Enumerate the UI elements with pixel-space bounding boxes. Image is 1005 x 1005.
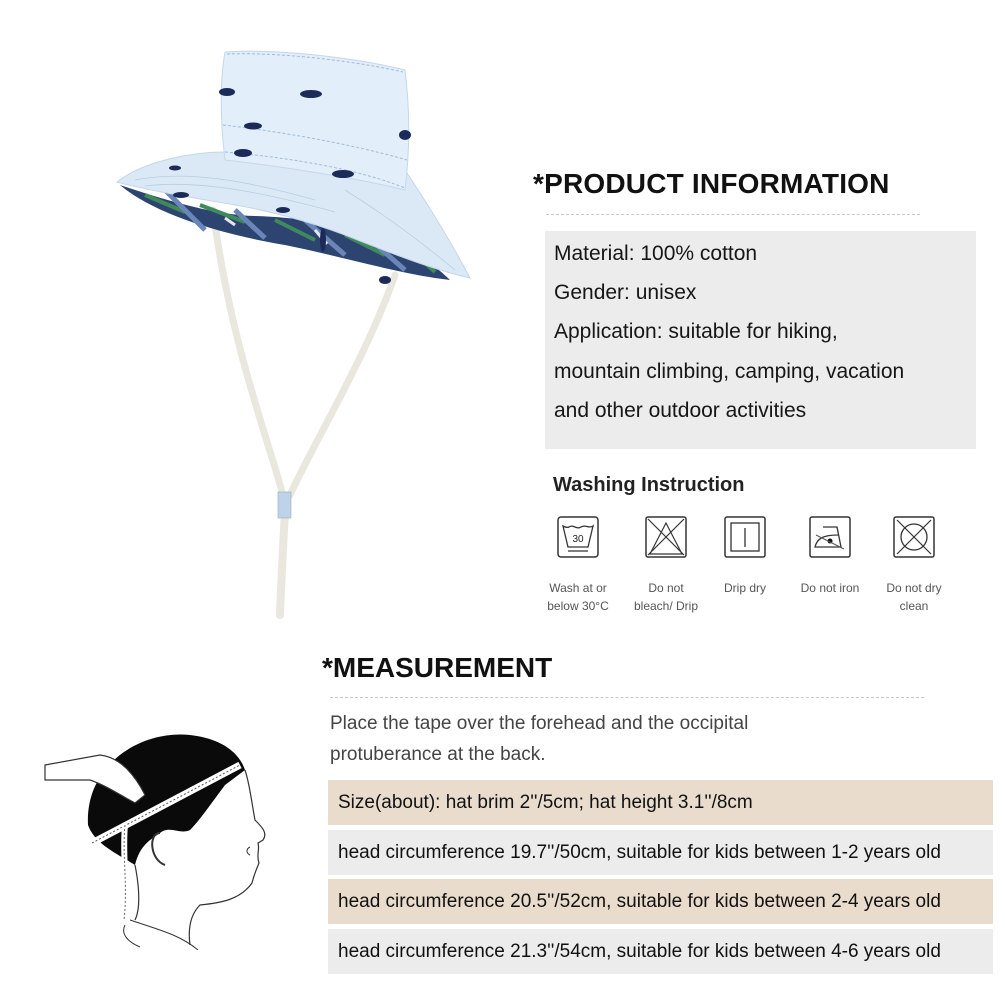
size-row: head circumference 19.7''/50cm, suitable for kids between 1-2 years old — [328, 830, 993, 875]
size-row: Size(about): hat brim 2''/5cm; hat height 3.1''/8cm — [328, 780, 993, 825]
do-not-bleach-icon — [644, 515, 688, 559]
measurement-divider — [330, 697, 924, 698]
care-label: Do not dry — [886, 581, 942, 595]
washing-instruction-title: Washing Instruction — [553, 474, 745, 496]
application-text: Application: suitable for hiking, — [554, 320, 838, 343]
product-info-title: *PRODUCT INFORMATION — [533, 168, 890, 199]
care-label: bleach/ Drip — [633, 599, 699, 613]
product-info-box — [545, 231, 976, 449]
head-measurement-illustration — [40, 725, 275, 950]
size-row: head circumference 21.3''/54cm, suitable for kids between 4-6 years old — [328, 929, 993, 974]
care-label: clean — [899, 599, 929, 613]
care-item-do-not-dry-clean — [869, 515, 959, 615]
drip-dry-icon — [723, 515, 767, 559]
care-item-drip-dry — [700, 515, 790, 597]
care-label: Do not — [648, 581, 684, 595]
size-row: head circumference 20.5''/52cm, suitable for kids between 2-4 years old — [328, 879, 993, 924]
care-item-wash-30 — [533, 515, 623, 615]
care-label: below 30°C — [547, 599, 609, 613]
do-not-dry-clean-icon — [892, 515, 936, 559]
care-label: Do not iron — [800, 581, 860, 595]
gender-text: Gender: unisex — [554, 281, 697, 304]
wash-30-icon — [556, 515, 600, 559]
bucket-hat-image — [105, 40, 485, 625]
application-text-cont: and other outdoor activities — [554, 399, 807, 422]
application-text-cont: mountain climbing, camping, vacation — [554, 360, 905, 383]
care-label: Drip dry — [723, 581, 766, 595]
do-not-iron-icon — [808, 515, 852, 559]
care-item-do-not-bleach — [621, 515, 711, 615]
care-item-do-not-iron — [785, 515, 875, 597]
care-label: Wash at or — [549, 581, 607, 595]
measurement-title: *MEASUREMENT — [322, 652, 553, 683]
product-info-divider — [546, 214, 920, 215]
material-text: Material: 100% cotton — [554, 242, 758, 265]
svg-text:30: 30 — [572, 534, 584, 545]
measurement-description: Place the tape over the forehead and the occipital protuberance at the back. — [330, 713, 749, 765]
